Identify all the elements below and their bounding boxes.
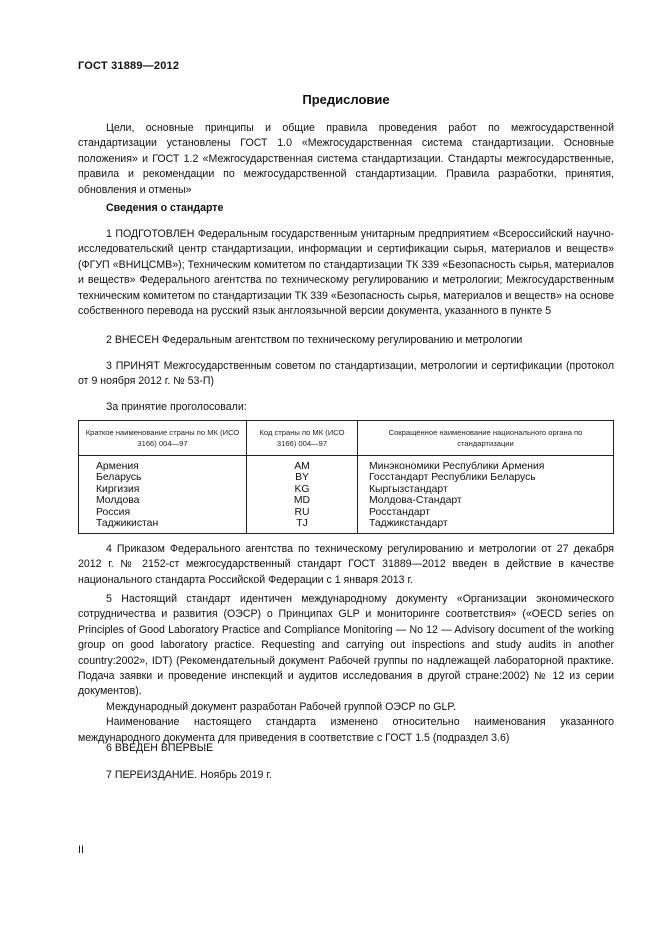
item-2-text: 2 ВНЕСЕН Федеральным агентством по техническому регулированию и метрологии: [106, 334, 523, 346]
country-cell: Молдова: [96, 495, 140, 507]
country-cell: Беларусь: [96, 472, 142, 484]
code-cell: MD: [247, 495, 358, 506]
code-cell: BY: [247, 472, 358, 483]
col-country-header: Краткое наименование страны по МК (ИСО 3166) 004—97: [79, 421, 247, 456]
intro-text: Цели, основные принципы и общие правила проведения работ по межгосударственной стандартизации установлены ГОСТ 1.0 «Межгосударственная система стандартизации. Основные положения» и ГОСТ 1.2 «Межгосударственная система стандартизации. Стандарты межгосударственные, правила и рекомендации по межгосударственной стандартизации. Правила разработки, принятия, обновления и отмены»: [78, 122, 614, 196]
table-row: [79, 484, 614, 495]
table-row: [79, 456, 614, 473]
voted-text: За принятие проголосовали:: [106, 401, 247, 413]
body-cell: Минэкономики Республики Армения: [358, 456, 614, 473]
page-number: II: [78, 844, 84, 856]
table-row: [79, 518, 614, 534]
intro-paragraph: [78, 121, 614, 198]
body-cell: Таджикстандарт: [358, 518, 614, 534]
code-cell: TJ: [247, 518, 358, 534]
table-row: [79, 495, 614, 506]
code-cell: AM: [247, 456, 358, 473]
countries-table: [78, 420, 614, 534]
body-cell: Кыргызстандарт: [358, 484, 614, 495]
col-code-header: Код страны по МК (ИСО 3166) 004—97: [247, 421, 358, 456]
body-cell: Госстандарт Республики Беларусь: [358, 472, 614, 483]
country-cell: Армения: [96, 461, 139, 472]
item-5: [78, 592, 614, 746]
item-7-text: 7 ПЕРЕИЗДАНИЕ. Ноябрь 2019 г.: [106, 769, 272, 781]
item-4: [78, 542, 614, 588]
code-cell: KG: [247, 484, 358, 495]
voted-label: [78, 400, 614, 415]
item-5-note-2: Наименование настоящего стандарта изменено относительно наименования указанного международного документа для приведения в соответствие с ГОСТ 1.5 (подраздел 3.6): [78, 716, 614, 744]
col-body-header: Сокращенное наименование национального органа по стандартизации: [358, 421, 614, 456]
item-4-text: 4 Приказом Федерального агентства по техническому регулированию и метрологии от 27 декабря 2012 г. № 2152-ст межгосударственный стандарт ГОСТ 31889—2012 введен в действие в качестве национального стандарта Российской Федерации с 1 января 2013 г.: [78, 543, 614, 586]
section-heading-text: Сведения о стандарте: [106, 202, 224, 214]
page-title: Предисловие: [302, 92, 390, 107]
item-6-text: 6 ВВЕДЕН ВПЕРВЫЕ: [106, 742, 214, 754]
item-1: [78, 227, 614, 319]
item-1-text: 1 ПОДГОТОВЛЕН Федеральным государственным унитарным предприятием «Всероссийский научно-исследовательский центр стандартизации, информации и сертификации сырья, материалов и веществ» (ФГУП «ВНИЦСМВ»); Техническим комитетом по стандартизации ТК 339 «Безопасность сырья, материалов и веществ» Федерального агентства по техническому регулированию и метрологии; Межгосударственным техническим комитетом по стандартизации ТК 339 «Безопасность сырья, материалов и веществ» на основе собственного перевода на русский язык англоязычной версии документа, указанного в пункте 5: [78, 228, 614, 318]
countries-table-wrap: [78, 420, 614, 534]
item-2: [78, 333, 614, 348]
document-code: ГОСТ 31889—2012: [78, 60, 180, 72]
table-header-row: [79, 421, 614, 456]
country-cell: Россия: [96, 506, 131, 518]
body-cell: Росстандарт: [358, 507, 614, 518]
section-heading: [78, 201, 614, 216]
country-cell: Киргизия: [96, 483, 140, 495]
item-5-note-1: Международный документ разработан Рабочей группой ОЭСР по GLP.: [106, 700, 456, 713]
table-row: [79, 507, 614, 518]
item-5-text: 5 Настоящий стандарт идентичен международному документу «Организации экономического сотрудничества и развития (ОЭСР) о Принципах GLP и мониторинге соответствия» («OECD series on Principles of Good Laboratory Practice and Compliance Monitoring — No 12 — Advisory document of the working group on good laboratory practice. Requesting and carrying out inspections and study audits in another country:2002», IDT) (Рекомендательный документ Рабочей группы по надлежащей лабораторной практике. Подача заявки и проведение инспекций и аудитов исследования в другой стране:2002) № 12 из серии документов).: [78, 593, 614, 698]
item-3-text: 3 ПРИНЯТ Межгосударственным советом по стандартизации, метрологии и сертификации (протокол от 9 ноября 2012 г. № 53-П): [78, 360, 614, 388]
item-6: [78, 741, 614, 756]
country-cell: Таджикистан: [96, 518, 159, 530]
item-3: [78, 359, 614, 390]
table-row: [79, 472, 614, 483]
body-cell: Молдова-Стандарт: [358, 495, 614, 506]
item-7: [78, 768, 614, 783]
code-cell: RU: [247, 507, 358, 518]
